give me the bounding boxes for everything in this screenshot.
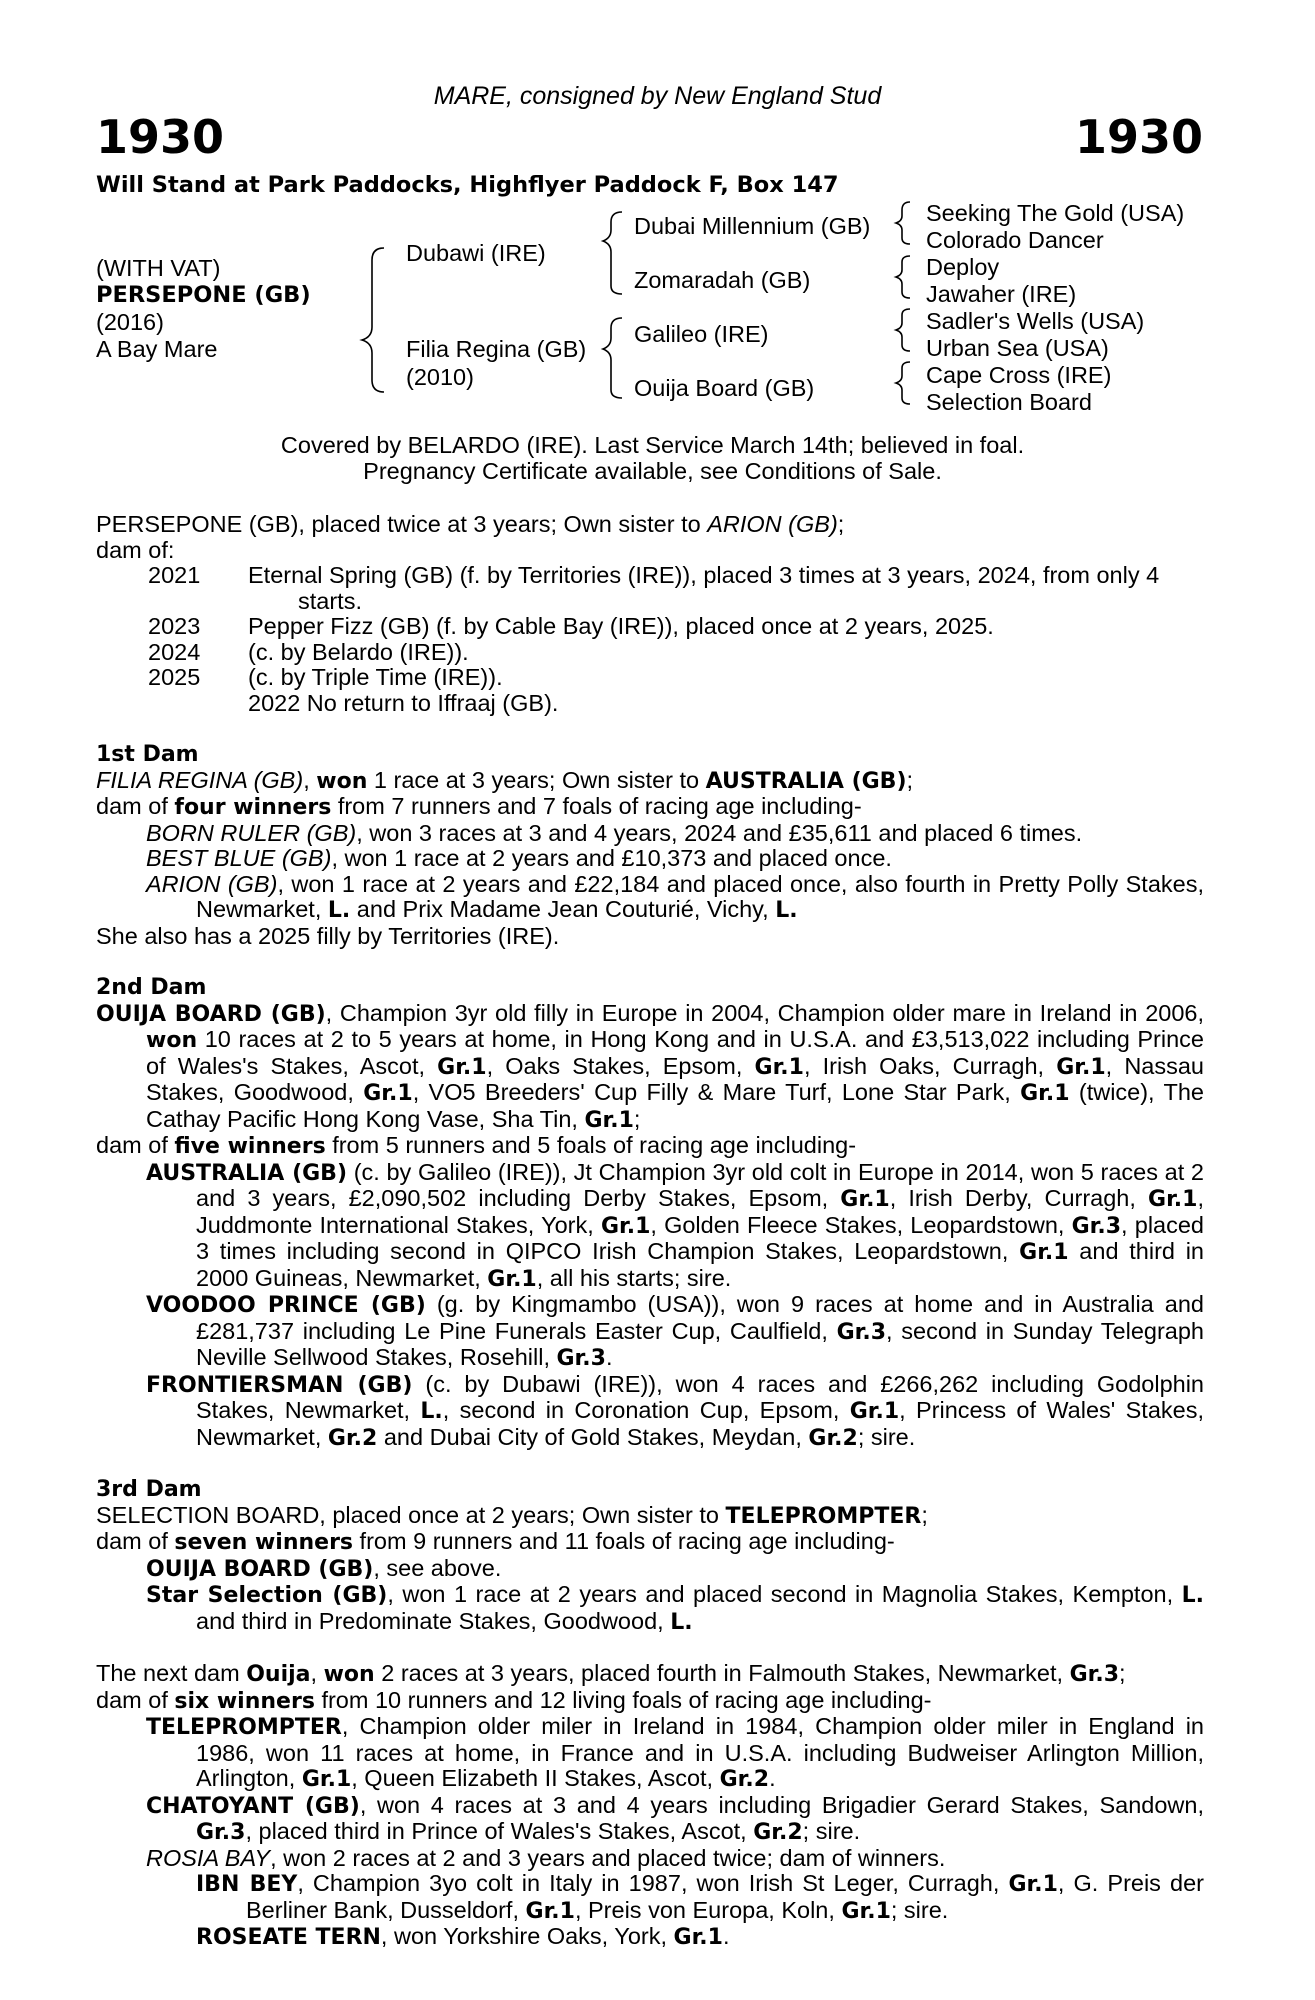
- next-dam-produce: dam of six winners from 10 runners and 12 living foals of racing age including-: [96, 1686, 932, 1714]
- pedigree-g1: Seeking The Gold (USA): [926, 200, 1185, 226]
- second-dam-record: OUIJA BOARD (GB), Champion 3yr old filly in Europe in 2004, Champion older mare in Ireland in 2006, won 10 races at 2 to 5 years at home, in Hong Kong and in U.S.A. and £3,513,022 including Prince of Wales's Stakes, Ascot, Gr.1, Oaks Stakes, Epsom, Gr.1, Irish Oaks, Curragh, Gr.1, Nassau Stakes, Goodwood, Gr.1, VO5 Breeders' Cup Filly & Mare Turf, Lone Star Park, Gr.1 (twice), The Cathay Pacific Hong Kong Vase, Sha Tin, Gr.1;: [96, 999, 1205, 1133]
- produce-year: 2025: [148, 664, 201, 690]
- brace-sire: [603, 212, 622, 294]
- pedigree-g7: Cape Cross (IRE): [926, 362, 1112, 388]
- produce-text: 2022 No return to Iffraaj (GB).: [248, 689, 559, 716]
- produce-year: 2024: [148, 638, 201, 665]
- second-dam-offspring: AUSTRALIA (GB) (c. by Galileo (IRE)), Jt Champion 3yr old colt in Europe in 2014, won 5 races at 2 and 3 years, £2,090,502 including Derby Stakes, Epsom, Gr.1, Irish Derby, Curragh, Gr.1, Juddmonte International Stakes, York, Gr.1, Golden Fleece Stakes, Leopardstown, Gr.3, placed 3 times including second in QIPCO Irish Champion Stakes, Leopardstown, Gr.1 and third in 2000 Guineas, Newmarket, Gr.1, all his starts; sire.: [146, 1158, 1204, 1292]
- first-dam-heading: 1st Dam: [96, 742, 199, 767]
- pedigree-g8: Selection Board: [926, 389, 1092, 415]
- pedigree-g5: Sadler's Wells (USA): [926, 308, 1145, 334]
- second-dam-heading: 2nd Dam: [96, 975, 207, 1000]
- pedigree-sire-sire: Dubai Millennium (GB): [634, 213, 871, 239]
- third-dam-heading: 3rd Dam: [96, 1477, 202, 1502]
- lot-number-right: 1930: [1074, 110, 1203, 164]
- vat-note: (WITH VAT): [96, 255, 221, 281]
- covering-line-1: Covered by BELARDO (IRE). Last Service March 14th; believed in foal.: [280, 432, 1025, 458]
- first-dam-offspring: BEST BLUE (GB), won 1 race at 2 years and £10,373 and placed once.: [146, 845, 892, 871]
- pedigree-g6: Urban Sea (USA): [926, 335, 1109, 361]
- produce-year: 2023: [148, 613, 201, 639]
- first-dam-offspring: BORN RULER (GB), won 3 races at 3 and 4 years, 2024 and £35,611 and placed 6 times.: [146, 819, 1083, 846]
- next-dam-grand-offspring: ROSEATE TERN, won Yorkshire Oaks, York, Gr.1.: [196, 1923, 730, 1950]
- pedigree-dam: Filia Regina (GB): [406, 336, 587, 362]
- first-dam-note: She also has a 2025 filly by Territories (IRE).: [96, 922, 560, 949]
- pedigree-sire: Dubawi (IRE): [406, 240, 546, 266]
- produce-text: Pepper Fizz (GB) (f. by Cable Bay (IRE)), placed once at 2 years, 2025.: [248, 613, 994, 639]
- brace-g2: [896, 256, 910, 298]
- first-dam-offspring: ARION (GB), won 1 race at 2 years and £22,184 and placed once, also fourth in Pretty Polly Stakes, Newmarket, L. and Prix Madame Jean Couturié, Vichy, L.: [146, 870, 1204, 923]
- produce-year: [148, 691, 248, 717]
- next-dam-record: The next dam Ouija, won 2 races at 3 years, placed fourth in Falmouth Stakes, Newmarket, Gr.3;: [96, 1660, 1126, 1687]
- produce-record: [148, 563, 1204, 716]
- third-dam-offspring: OUIJA BOARD (GB), see above.: [146, 1554, 502, 1582]
- brace-g1: [896, 202, 910, 244]
- produce-year: 2021: [148, 562, 201, 588]
- brace-g4: [896, 362, 910, 404]
- brace-dam: [603, 318, 622, 398]
- produce-text: Eternal Spring (GB) (f. by Territories (IRE)), placed 3 times at 3 years, 2024, from only 4 starts.: [248, 562, 1160, 614]
- next-dam-offspring: ROSIA BAY, won 2 races at 2 and 3 years and placed twice; dam of winners.: [146, 1844, 946, 1871]
- pedigree-g3: Deploy: [926, 254, 1000, 280]
- next-dam-grand-offspring: IBN BEY, Champion 3yo colt in Italy in 1987, won Irish St Leger, Curragh, Gr.1, G. Preis der Berliner Bank, Dusseldorf, Gr.1, Preis von Europa, Koln, Gr.1; sire.: [196, 1870, 1204, 1924]
- pedigree-dam-sire: Galileo (IRE): [634, 321, 769, 347]
- summary-dam-of: dam of:: [96, 536, 175, 563]
- lot-number-left: 1930: [96, 110, 225, 164]
- next-dam-offspring: CHATOYANT (GB), won 4 races at 3 and 4 years including Brigadier Gerard Stakes, Sandown, Gr.3, placed third in Prince of Wales's Stakes, Ascot, Gr.2; sire.: [146, 1791, 1204, 1845]
- produce-text: (c. by Belardo (IRE)).: [248, 638, 469, 665]
- second-dam-offspring: VOODOO PRINCE (GB) (g. by Kingmambo (USA)), won 9 races at home and in Australia and £281,737 including Le Pine Funerals Easter Cup, Caulfield, Gr.3, second in Sunday Telegraph Neville Sellwood Stakes, Rosehill, Gr.3.: [146, 1291, 1204, 1371]
- horse-year: (2016): [96, 309, 164, 335]
- next-dam-offspring: TELEPROMPTER, Champion older miler in Ireland in 1984, Champion older miler in England in 1986, won 11 races at home, in France and in U.S.A. including Budweiser Arlington Million, Arlington, Gr.1, Queen Elizabeth II Stakes, Ascot, Gr.2.: [146, 1713, 1204, 1792]
- third-dam-produce: dam of seven winners from 9 runners and 11 foals of racing age including-: [96, 1528, 895, 1555]
- pedigree-dam-year: (2010): [406, 364, 474, 390]
- horse-name: PERSEPONE (GB): [96, 282, 311, 308]
- third-dam-record: SELECTION BOARD, placed once at 2 years; Own sister to TELEPROMPTER;: [96, 1501, 928, 1529]
- brace-g3: [896, 309, 910, 351]
- second-dam-offspring: FRONTIERSMAN (GB) (c. by Dubawi (IRE)), won 4 races and £266,262 including Godolphin Stakes, Newmarket, L., second in Coronation Cup, Epsom, Gr.1, Princess of Wales' Stakes, Newmarket, Gr.2 and Dubai City of Gold Stakes, Meydan, Gr.2; sire.: [146, 1370, 1204, 1451]
- pedigree-sire-dam: Zomaradah (GB): [634, 267, 811, 293]
- consignor-line: MARE, consigned by New England Stud: [433, 82, 882, 110]
- second-dam-produce: dam of five winners from 5 runners and 5 foals of racing age including-: [96, 1132, 857, 1159]
- horse-description: A Bay Mare: [96, 336, 218, 362]
- stand-location: Will Stand at Park Paddocks, Highflyer Paddock F, Box 147: [96, 172, 839, 198]
- third-dam-offspring: Star Selection (GB), won 1 race at 2 years and placed second in Magnolia Stakes, Kempton, L. and third in Predominate Stakes, Goodwood, L.: [146, 1581, 1204, 1635]
- summary-intro: PERSEPONE (GB), placed twice at 3 years; Own sister to ARION (GB);: [96, 511, 845, 537]
- brace-main: [362, 248, 384, 392]
- produce-text: (c. by Triple Time (IRE)).: [248, 664, 503, 690]
- first-dam-produce: dam of four winners from 7 runners and 7 foals of racing age including-: [96, 793, 862, 820]
- covering-line-2: Pregnancy Certificate available, see Conditions of Sale.: [363, 458, 942, 484]
- pedigree-g2: Colorado Dancer: [926, 227, 1104, 253]
- first-dam-line: FILIA REGINA (GB), won 1 race at 3 years; Own sister to AUSTRALIA (GB);: [96, 766, 914, 794]
- pedigree-g4: Jawaher (IRE): [926, 281, 1077, 307]
- catalogue-body: [96, 512, 1204, 1951]
- pedigree-dam-dam: Ouija Board (GB): [634, 375, 815, 401]
